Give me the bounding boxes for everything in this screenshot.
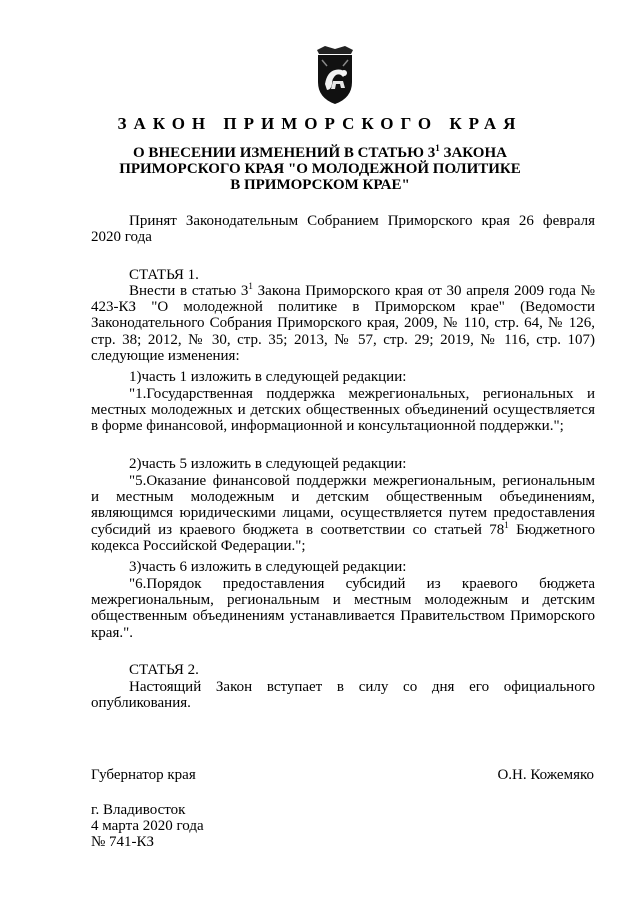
law-title-line-2: ПРИМОРСКОГО КРАЯ "О МОЛОДЕЖНОЙ ПОЛИТИКЕ [119, 161, 521, 177]
article-1-item-3-intro: 3)часть 6 изложить в следующей редакции: [129, 559, 407, 575]
adoption-note: Принят Законодательным Собранием Приморского края 26 февраля 2020 года [91, 213, 595, 246]
law-title [0, 145, 640, 193]
article-1-item-2-intro: 2)часть 5 изложить в следующей редакции: [129, 456, 407, 472]
footer-number: № 741-КЗ [91, 834, 155, 851]
law-heading: ЗАКОН ПРИМОРСКОГО КРАЯ [117, 114, 523, 133]
footer-date: 4 марта 2020 года [91, 818, 204, 835]
article-1-item-1-text: "1.Государственная поддержка межрегиональных, региональных и местных молодежных и детских общественных объединений осуществляется в форме финансовой, информационной и консультационной поддержки."; [91, 386, 595, 435]
article-1-item-3-text: "6.Порядок предоставления субсидий из краевого бюджета межрегиональным, региональным и местным молодежным и детским общественным объединениям устанавливается Правительством Приморского края.". [91, 576, 595, 641]
law-title-line-3: В ПРИМОРСКОМ КРАЕ" [230, 177, 410, 193]
signatory-position: Губернатор края [91, 767, 196, 783]
article-1-item-2-text: "5.Оказание финансовой поддержки межрегиональным, региональным и местным молодежным и детским общественным объединениям, являющимся юридическими лицами, осуществляется путем предоставления субсидий из краевого бюджета в соответствии со статьей $78^1$ Бюджетного кодекса Российской Федерации."; [91, 473, 595, 554]
article-1-intro: Внести в статью $3^1$ Закона Приморского края от 30 апреля 2009 года № 423-КЗ "О молодежной политике в Приморском крае" (Ведомости Законодательного Собрания Приморского края, 2009, № 110, стр. 64, № 126, стр. 38; 2012, № 30, стр. 35; 2013, № 57, стр. 29; 2019, № 116, стр. 107) следующие изменения: [91, 281, 595, 364]
footer-city: г. Владивосток [91, 802, 186, 818]
law-title-line-1: О ВНЕСЕНИИ ИЗМЕНЕНИЙ В СТАТЬЮ $3^1$ ЗАКОНА [133, 143, 507, 161]
article-2-heading: СТАТЬЯ 2. [129, 662, 199, 678]
signatory-name: О.Н. Кожемяко [497, 767, 594, 783]
article-1-heading: СТАТЬЯ 1. [129, 267, 199, 283]
article-2-text: Настоящий Закон вступает в силу со дня его официального опубликования. [91, 679, 595, 712]
law-footer [91, 802, 204, 851]
article-1-item-1-intro: 1)часть 1 изложить в следующей редакции: [129, 369, 407, 385]
primorsky-coat-of-arms-icon [313, 44, 357, 106]
